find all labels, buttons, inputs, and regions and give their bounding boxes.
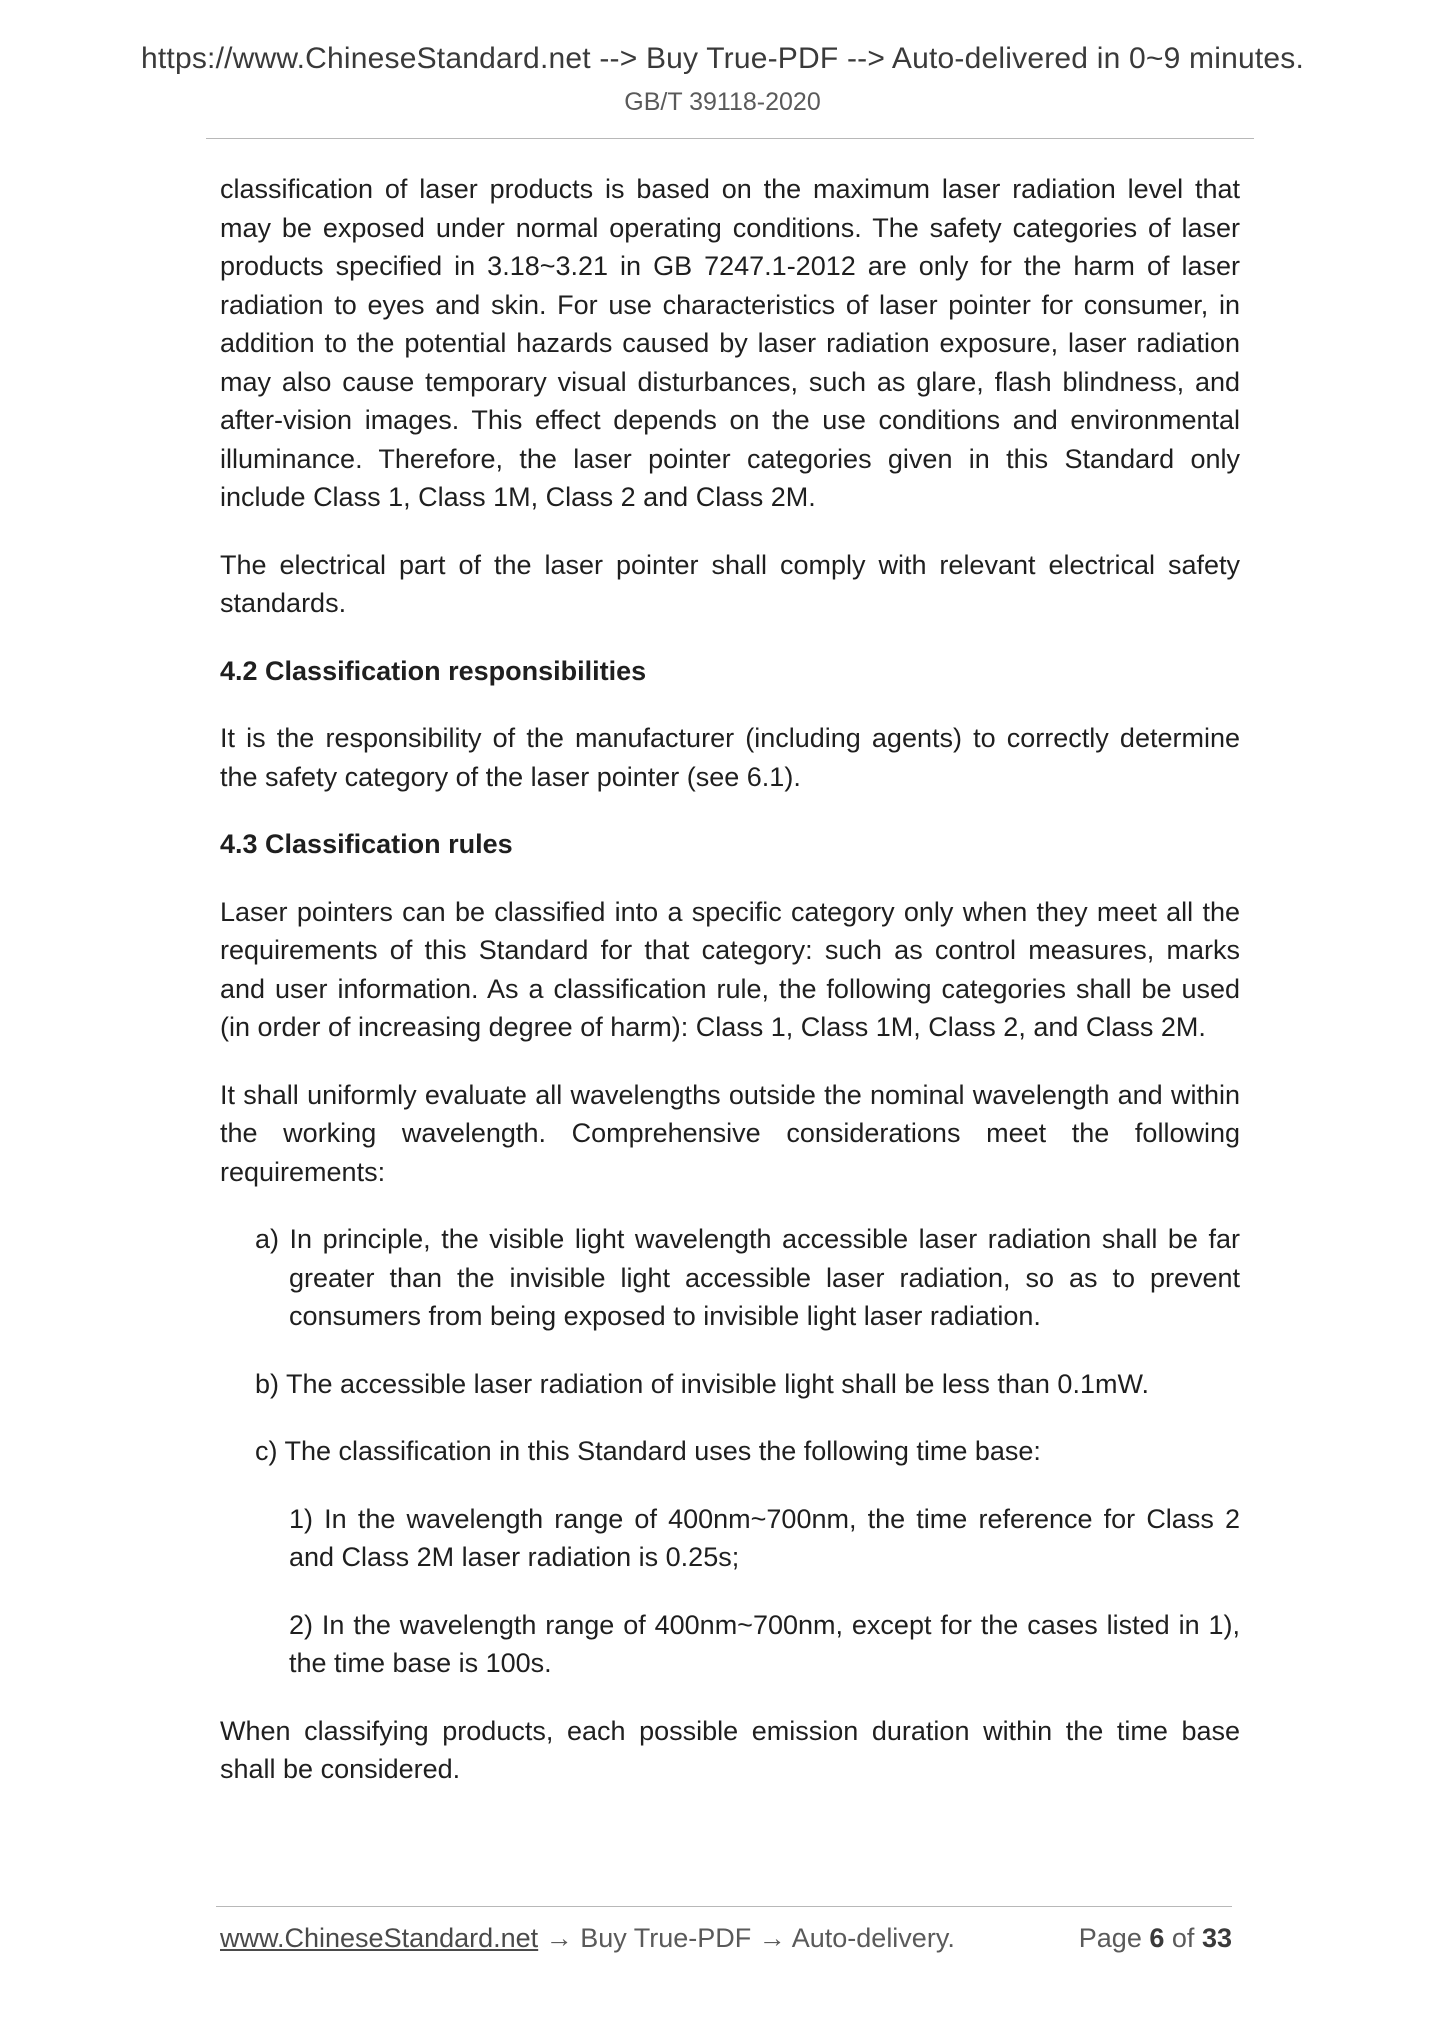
- footer-website-link[interactable]: www.ChineseStandard.net: [220, 1923, 539, 1953]
- page-current: 6: [1149, 1923, 1165, 1953]
- page-word: Page: [1078, 1923, 1142, 1953]
- header-url-line: https://www.ChineseStandard.net --> Buy True-PDF --> Auto-delivered in 0~9 minutes.: [141, 42, 1304, 75]
- page-footer: [220, 1923, 1232, 1957]
- paragraph-emission-duration: When classifying products, each possible emission duration within the time base shall be considered.: [220, 1715, 1240, 1784]
- standard-code: GB/T 39118-2020: [624, 88, 821, 116]
- header-divider: [206, 138, 1254, 139]
- list-item-c: c) The classification in this Standard uses the following time base:: [255, 1436, 1041, 1466]
- document-body: [220, 170, 1240, 1818]
- sub-item-1: 1) In the wavelength range of 400nm~700nm, the time reference for Class 2 and Class 2M laser radiation is 0.25s;: [289, 1503, 1240, 1572]
- sub-item-2: 2) In the wavelength range of 400nm~700nm, except for the cases listed in 1), the time base is 100s.: [289, 1609, 1240, 1678]
- footer-tagline: → Buy True-PDF → Auto-delivery.: [538, 1923, 955, 1953]
- footer-divider: [216, 1906, 1232, 1907]
- of-word: of: [1171, 1923, 1195, 1953]
- page-total: 33: [1201, 1923, 1232, 1953]
- paragraph-responsibilities: It is the responsibility of the manufacturer (including agents) to correctly determine the safety category of the laser pointer (see 6.1).: [220, 723, 1240, 792]
- section-heading-4-2: 4.2 Classification responsibilities: [220, 655, 647, 686]
- paragraph-wavelength-evaluation: It shall uniformly evaluate all wavelengths outside the nominal wavelength and within the working wavelength. Comprehensive considerations meet the following requirements:: [220, 1079, 1240, 1187]
- list-item-b: b) The accessible laser radiation of invisible light shall be less than 0.1mW.: [255, 1368, 1149, 1399]
- paragraph-electrical-safety: The electrical part of the laser pointer shall comply with relevant electrical safety standards.: [220, 549, 1240, 618]
- paragraph-classification-rule: Laser pointers can be classified into a specific category only when they meet all the requirements of this Standard for that category: such as control measures, marks and user information. As a classification rule, the following categories shall be used (in order of increasing degree of harm): Class 1, Class 1M, Class 2, and Class 2M.: [220, 896, 1240, 1042]
- section-heading-4-3: 4.3 Classification rules: [220, 829, 513, 859]
- page-indicator: [1079, 1923, 1232, 1954]
- list-item-a: a) In principle, the visible light wavelength accessible laser radiation shall be far greater than the invisible light accessible laser radiation, so as to prevent consumers from being exposed to invisible light laser radiation.: [255, 1224, 1240, 1331]
- paragraph-classification-basis: classification of laser products is based on the maximum laser radiation level that may be exposed under normal operating conditions. The safety categories of laser products specified in 3.18~3.21 in GB 7247.1-2012 are only for the harm of laser radiation to eyes and skin. For use characteristics of laser pointer for consumer, in addition to the potential hazards caused by laser radiation exposure, laser radiation may also cause temporary visual disturbances, such as glare, flash blindness, and after-vision images. This effect depends on the use conditions and environmental illuminance. Therefore, the laser pointer categories given in this Standard only include Class 1, Class 1M, Class 2 and Class 2M.: [220, 174, 1240, 512]
